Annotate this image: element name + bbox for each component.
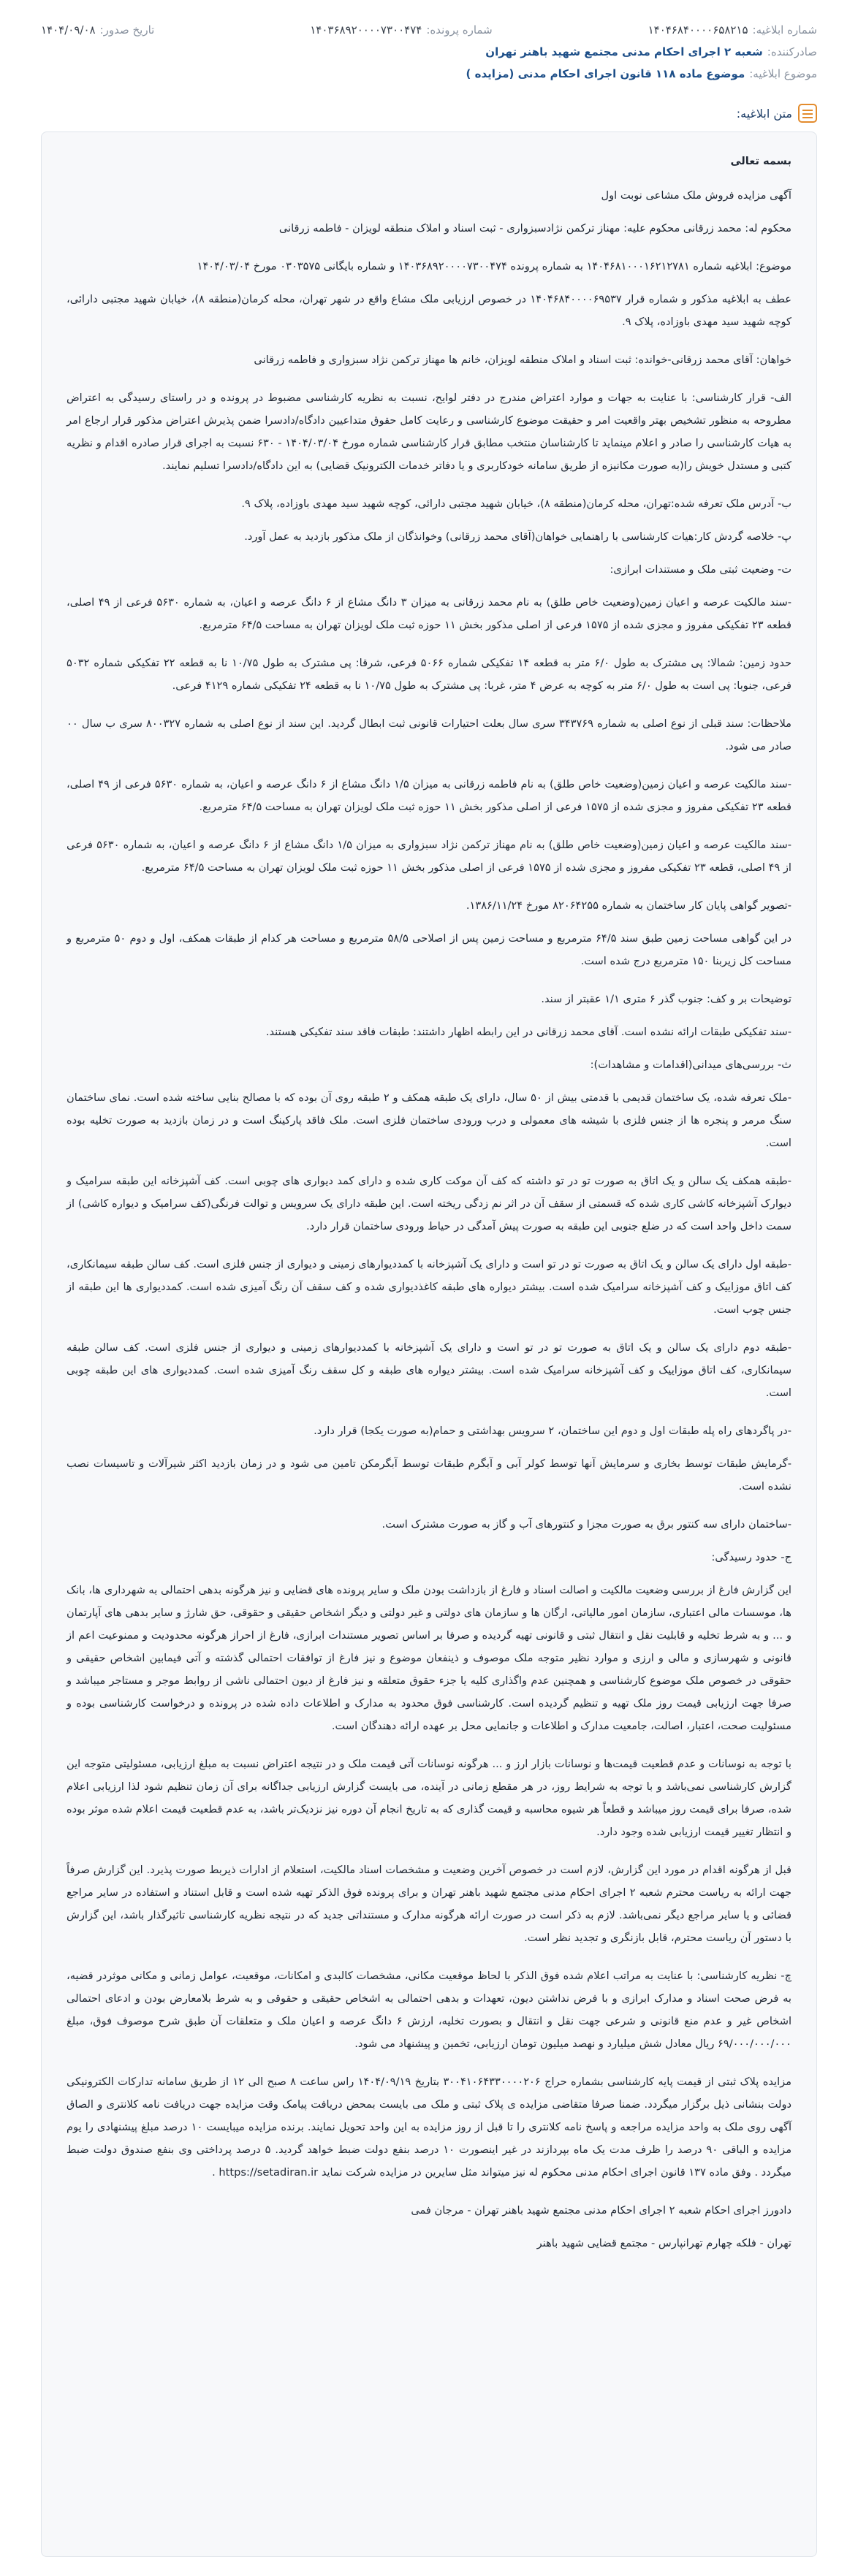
deed-paragraph-1: -سند مالکیت عرصه و اعیان زمین(وضعیت خاص طلق) به نام محمد زرقانی به میزان ۳ دانگ مشاع از ۶ دانگ عرصه و اعیان، به شماره ۵۶۳۰ فرعی از ۴۹ اصلی، قطعه ۲۳ تفکیکی مفروز و مجزی شده از ۱۵۷۵ فرعی از اصلی مذکور بخش ۱۱ حوزه ثبت ملک لویزان تهران به مساحت ۶۴/۵ مترمربع.: [67, 596, 792, 631]
auction-paragraph: مزایده پلاک ثبتی از قیمت پایه کارشناسی بشماره حراج ۳۰۰۴۱۰۶۴۳۳۰۰۰۰۲۰۶ بتاریخ ۱۴۰۴/۰۹/۱۹ راس ساعت ۸ صبح الی ۱۲ از طریق سامانه تدارکات الکترونیکی دولت بنشانی ذیل برگزار میگردد. ضمنا صرفا متقاضی مزایده ی پلاک ثبتی و ملک می بایست بمحض دریافت پیامک وقت مزایده جهت دریافت نامه کلانتری و الصاق آگهی روی ملک به واحد مزایده مراجعه و پاسخ نامه کلانتری را تا قبل از روز مزایده به این واحد تحویل نمایند. برنده مزایده میبایست ۱۰ درصد مبلغ پیشنهادی را یوم مزایده و الباقی ۹۰ درصد را ظرف مدت یک ماه بپردازند در غیر اینصورت ۱۰ درصد بنفع دولت ضبط خواهد گردید. ۵ درصد پرداختی وی بنفع صندوق دولت ضبط میگردد . وفق ماده ۱۳۷ قانون اجرای احکام مدنی محکوم له نیز میتواند مثل سایرین در مزایده شرکت نماید https://setadiran.ir .: [67, 2076, 792, 2179]
case-number-label: شماره پرونده:: [426, 23, 493, 37]
deed-paragraph-3: -سند مالکیت عرصه و اعیان زمین(وضعیت خاص طلق) به نام مهناز ترکمن نژاد سبزواری به میزان ۱/۵ دانگ مشاع از ۶ دانگ عرصه و اعیان، به شماره ۵۶۳۰ فرعی از ۴۹ اصلی، قطعه ۲۳ تفکیکی مفروز و مجزی شده از ۱۵۷۵ فرعی از اصلی مذکور بخش ۱۱ حوزه ثبت ملک لویزان تهران به مساحت ۶۴/۵ مترمربع.: [67, 839, 792, 874]
expert-order-paragraph: الف- قرار کارشناسی: با عنایت به جهات و موارد اعتراض مندرج در دفتر لوایح، نسبت به نظریه کارشناسی مضبوط در پرونده و در راستای رسیدگی به اعتراض مطروحه به منظور تشخیص بهتر واقعیت امر و حقیقت موضوع کارشناسی و رعایت کامل حقوق متداعیین دادگاه/دادسرا ضمن پذیرش اعتراض مذکور قرار ارجاع امر به هیات کارشناسی را صادر و اعلام مینماید تا کارشناسان منتخب مطابق قرار کارشناسی شماره مورخ ۱۴۰۴/۰۳/۰۴ - ۶۳۰ نسبت به اجرای قرار صادره اقدام و نظریه کتبی و مستدل خویش را(به صورت مکانیزه از طریق سامانه خودکاربری و یا دفاتر خدمات الکترونیک قضایی) به این دادگاه/دادسرا تسلیم نمایند.: [67, 392, 792, 472]
valuation-paragraph: چ- نظریه کارشناسی: با عنایت به مراتب اعلام شده فوق الذکر با لحاظ موقعیت مکانی، مشخصات کالبدی و امکانات، موقعیت، عوامل زمانی و مکانی موثردر قضیه، به فرض صحت اسناد و مدارک ابرازی و با فرض نداشتن دیون، تعهدات و بدهی احتمالی به اشخاص حقیقی و حقوقی و به شرط بلامعارض بودن و ادعای احتمالی اشخاص غیر و عدم منع قانونی و شرعی جهت نقل و انتقال و بصورت تخلیه، ارزش ۶ دانگ عرصه و اعیان ملک و متعلقات آن طبق شرح موصوف فوق، مبلغ ۶۹/۰۰۰/۰۰۰/۰۰۰ ریال معادل شش میلیارد و نهصد میلیون تومان ارزیابی، تخمین و پیشنهاد می شود.: [67, 1970, 791, 2050]
notice-meta-row: [41, 19, 817, 41]
subject-row: [41, 63, 817, 85]
court-address-line: تهران - فلکه چهارم تهرانپارس - مجتمع قضایی شهید باهنر: [536, 2237, 791, 2249]
frontage-paragraph: توضیحات بر و کف: جنوب گذر ۶ متری ۱/۱ عقبتر از سند.: [541, 993, 791, 1005]
usage-paragraph: قبل از هرگونه اقدام در مورد این گزارش، لازم است در خصوص آخرین وضعیت و مشخصات اسناد مالکیت، استعلام از ادارات ذیربط صورت پذیرد. این گزارش صرفاً جهت ارائه به ریاست محترم شعبه ۲ اجرای احکام مدنی مجتمع شهید باهنر تهران و برای پرونده فوق الذکر تهیه شده است و قابل استناد و استفاده در سایر مراجع قضائی و یا سایر مراجع دیگر نمی‌باشد. لازم به ذکر است در صورت ارائه هرگونه مدارک و مستنداتی جدید که در نتیجه نظریه کارشناسی تاثیرگذار باشد، این گزارش با دستور آن ریاست محترم، قابل بازنگری و تجدید نظر است.: [67, 1864, 791, 1944]
notice-number: ۱۴۰۴۶۸۴۰۰۰۰۶۵۸۲۱۵: [648, 23, 748, 37]
certificate-paragraph: -تصویر گواهی پایان کار ساختمان به شماره ۸۲۰۶۴۲۵۵ مورخ ۱۳۸۶/۱۱/۲۴.: [466, 899, 791, 912]
issuer-value: شعبه ۲ اجرای احکام مدنی مجتمع شهید باهنر تهران: [485, 45, 763, 58]
second-floor-paragraph: -طبقه دوم دارای یک سالن و یک اتاق به صورت تو در تو است و دارای یک آشپزخانه با کمددیوارهای زمینی و دیواری از جنس فلزی است. کف سالن طبقه سیمانکاری، کف اتاق موزاییک و کف آشپزخانه سرامیک شده است. بیشتر دیواره های طبقه و کل سقف رنگ آمیزی شده است. کمددیواری های این طبقه چوبی است.: [67, 1341, 791, 1399]
fluctuation-paragraph: با توجه به نوسانات و عدم قطعیت قیمت‌ها و نوسانات بازار ارز و ... هرگونه نوسانات آتی قیمت ملک و در نتیجه اعتراض نسبت به مبلغ ارزیابی، مسئولیتی متوجه این گزارش کارشناسی نمی‌باشد و با توجه به شرایط روز، در هر مقطع زمانی در آینده، می بایست گزارش ارزیابی جداگانه برای آن زمان تنظیم شود لذا ارزیابی اعلام شده، صرفا برای قیمت روز میباشد و قطعاً هر شیوه محاسبه و قیمت‌ گذاری که به تاریخ انجام آن دوره نیز نزدیک‌تر باشد، به عدم قطعیت قیمت اعلام شده موثر بوده و انتظار تغییر قیمت ارزیابی شده وجود دارد.: [67, 1758, 791, 1838]
stairs-paragraph: -در پاگردهای راه پله طبقات اول و دوم این ساختمان، ۲ سرویس بهداشتی و حمام(به صورت یکجا) قرار دارد.: [314, 1425, 791, 1437]
notice-text-heading: [41, 104, 817, 123]
boundaries-paragraph: حدود زمین: شمالا: پی مشترک به طول ۶/۰ متر به قطعه ۱۴ تفکیکی شماره ۵۰۶۶ فرعی، شرقا: پی مشترک به طول ۱۰/۷۵ نا به قطعه ۲۲ تفکیکی شماره ۵۰۳۲ فرعی، جنوبا: پی است به طول ۶/۰ متر به کوچه به عرض ۴ متر، غربا: پی مشترک به طول ۱۰/۷۵ نا به قطعه ۲۴ تفکیکی شماره ۴۱۲۹ فرعی.: [67, 657, 792, 692]
issuer-row: [41, 41, 817, 63]
case-number-cell: [310, 23, 492, 37]
area-paragraph: در این گواهی مساحت زمین طبق سند ۶۴/۵ مترمربع و مساحت زمین پس از اصلاحی ۵۸/۵ مترمربع و مساحت هر کدام از طبقات همکف، اول و دوم ۵۰ مترمربع و مساحت کل زیربنا ۱۵۰ مترمربع درج شده است.: [67, 932, 791, 967]
reference-paragraph: عطف به ابلاغیه مذکور و شماره قرار ۱۴۰۴۶۸۴۰۰۰۰۶۹۵۳۷ در خصوص ارزیابی ملک مشاع واقع در شهر تهران، محله کرمان(منطقه ۸)، خیابان شهید مجتبی دارائی، کوچه شهید سید مهدی باوزاده، پلاک ۹.: [67, 293, 791, 328]
notice-text-title: متن ابلاغیه:: [736, 106, 792, 121]
separate-deed-paragraph: -سند تفکیکی طبقات ارائه نشده است. آقای محمد زرقانی در این رابطه اظهار داشتند: طبقات فاقد سند تفکیکی هستند.: [265, 1026, 791, 1038]
remarks-paragraph: ملاحظات: سند قبلی از نوع اصلی به شماره ۳۴۳۷۶۹ سری سال بعلت احتیارات قانونی ثبت ابطال گردید. این سند از نوع اصلی به شماره ۸۰۰۳۲۷ سری ب سال ۰۰ صادر می شود.: [67, 717, 792, 752]
signature-line: دادورز اجرای احکام شعبه ۲ اجرای احکام مدنی مجتمع شهید باهنر تهران - مرجان فمی: [411, 2204, 791, 2217]
basmala: بسمه تعالی: [730, 155, 791, 167]
issuer-label: صادرکننده:: [767, 45, 817, 58]
issue-date: ۱۴۰۴/۰۹/۰۸: [41, 23, 96, 37]
scope-paragraph: این گزارش فارغ از بررسی وضعیت مالکیت و اصالت اسناد و فارغ از بازداشت بودن ملک و سایر پرونده های قضایی و نیز هرگونه بدهی احتمالی به شهرداری ها، بانک ها، موسسات مالی اعتباری، سازمان امور مالیاتی، ارگان ها و سازمان های دولتی و غیر دولتی و دیگر اشخاص حقیقی و حقوقی، حق شارژ و سایر بدهی های آپارتمان و ... و به شرط تخلیه و قابلیت نقل و انتقال ثبتی و قانونی تهیه گردیده و صرفا بر اساس تصویر مستندات ابرازی، فارغ از احراز هرگونه محدودیت و ممنوعیت اعم از قانونی و شهرسازی و مالی و ارزی و موارد نظیر متوجه ملک موصوف و ذینفعان موضوع و نیز فارغ از توافقات احتمالی گذشته و آتی فیمابین اشخاص حقیقی و حقوقی در خصوص ملک موضوع کارشناسی و همچنین عدم واگذاری کلیه یا جزء حقوق متعلقه و نیز فارغ از دیون احتمالی ناشی از روابط موجر و مستاجر میباشد و صرفا جهت ارزیابی قیمت روز ملک تهیه و تنظیم گردیده است. کارشناسی فوق محدود به مدارک و اطلاعات داده شده در پرونده و درخواست کارشناسی بوده و مسئولیت صحت، اعتبار، اصالت، جامعیت مدارک و اطلاعات و جانمایی محل بر عهده ارائه دهندگان است.: [67, 1584, 791, 1732]
workflow-paragraph: پ- خلاصه گردش کار:هیات کارشناسی با راهنمایی خواهان(آقای محمد زرقانی) وخوانذگان از ملک مذکور بازدید به عمل آورد.: [244, 530, 791, 543]
subject-label: موضوع ابلاغیه:: [749, 67, 817, 80]
heating-paragraph: -گرمایش طبقات توسط بخاری و سرمایش آنها توسط کولر آبی و آبگرم طبقات توسط آبگرمکن تامین می شود و در زمان بازدید اکثر شیرآلات و تاسیسات نصب نشده است.: [67, 1457, 791, 1493]
case-number: ۱۴۰۳۶۸۹۲۰۰۰۰۷۳۰۰۴۷۴: [310, 23, 422, 37]
meters-paragraph: -ساختمان دارای سه کنتور برق به صورت مجزا و کنتورهای آب و گاز به صورت مشترک است.: [381, 1518, 791, 1531]
address-paragraph: ب- آدرس ملک تعرفه شده:تهران، محله کرمان(منطقه ۸)، خیابان شهید مجتبی دارائی، کوچه شهید سید مهدی باوزاده، پلاک ۹.: [241, 498, 791, 510]
ground-floor-paragraph: -طبقه همکف یک سالن و یک اتاق به صورت تو در تو داشته که کف آن موکت کاری شده و دارای کمد دیواری های چوبی است. کف آشپزخانه این طبقه سرامیک و دیوارک آشپزخانه کاشی کاری شده که قسمتی از سقف آن در اثر نم زدگی ریخته است. این طبقه دارای یک سرویس و توالت فرنگی(کف سرامیک و دیواره کاشی) از سمت داخل واحد است که در ضلع جنوبی این طبقه به صورت پیش آمدگی در حیاط ورودی ساختمان قرار دارد.: [67, 1175, 791, 1232]
building-paragraph: -ملک تعرفه شده، یک ساختمان قدیمی با قدمتی بیش از ۵۰ سال، دارای یک طبقه همکف و ۲ طبقه روی آن بوده که با مصالح بنایی ساخته شده است. نمای ساختمان سنگ مرمر و پنجره ها از جنس فلزی با شیشه های معمولی و درب ورودی ساختمان فلزی است. ملک فاقد پارکینگ است و در زمان بازدید به صورت تخلیه بوده است.: [67, 1091, 791, 1149]
parties-paragraph: محکوم له: محمد زرقانی محکوم علیه: مهناز ترکمن نژادسبزواری - ثبت اسناد و املاک منطقه لویزان - فاطمه زرقانی: [278, 222, 791, 235]
notice-text-box: [41, 132, 817, 2557]
auction-title: آگهی مزایده فروش ملک مشاعی نوبت اول: [601, 189, 791, 202]
field-review-heading: ث- بررسی‌های میدانی(اقدامات و مشاهدات):: [590, 1059, 791, 1071]
notice-number-cell: [648, 23, 817, 37]
subject-paragraph: موضوع: ابلاغیه شماره ۱۴۰۴۶۸۱۰۰۰۱۶۲۱۲۷۸۱ به شماره پرونده ۱۴۰۳۶۸۹۲۰۰۰۰۷۳۰۰۴۷۴ و شماره بایگانی ۰۳۰۳۵۷۵ مورخ ۱۴۰۴/۰۳/۰۴: [197, 260, 791, 273]
notice-number-label: شماره ابلاغیه:: [752, 23, 817, 37]
issue-date-label: تاریخ صدور:: [99, 23, 155, 37]
deed-paragraph-2: -سند مالکیت عرصه و اعیان زمین(وضعیت خاص طلق) به نام فاطمه زرقانی به میزان ۱/۵ دانگ مشاع از ۶ دانگ عرصه و اعیان، به شماره ۵۶۳۰ فرعی از ۴۹ اصلی، قطعه ۲۳ تفکیکی مفروز و مجزی شده از ۱۵۷۵ فرعی از اصلی مذکور بخش ۱۱ حوزه ثبت ملک لویزان تهران به مساحت ۶۴/۵ مترمربع.: [67, 778, 791, 813]
subject-value: موضوع ماده ۱۱۸ قانون اجرای احکام مدنی (مزایده ): [466, 67, 745, 80]
plaintiff-paragraph: خواهان: آقای محمد زرقانی-خوانده: ثبت اسناد و املاک منطقه لویزان، خانم ها مهناز ترکمن نژاد سبزواری و فاطمه زرقانی: [254, 354, 791, 366]
issue-date-cell: [41, 23, 154, 37]
first-floor-paragraph: -طبقه اول دارای یک سالن و یک اتاق به صورت تو در تو است و دارای یک آشپزخانه با کمددیوارهای زمینی و دیواری از جنس فلزی است. کف سالن طبقه سیمانکاری، کف اتاق موزاییک و کف آشپزخانه سرامیک شده است. بیشتر دیواره های طبقه کاغذدیواری شده و کف سقف آن رنگ آمیزی شده است. کمددیواری ها این طبقه از جنس چوب است.: [67, 1258, 791, 1316]
scope-heading: ج- حدود رسیدگی:: [711, 1551, 791, 1563]
registry-heading: ت- وضعیت ثبتی ملک و مستندات ابرازی:: [610, 563, 791, 576]
document-icon: [798, 104, 817, 123]
